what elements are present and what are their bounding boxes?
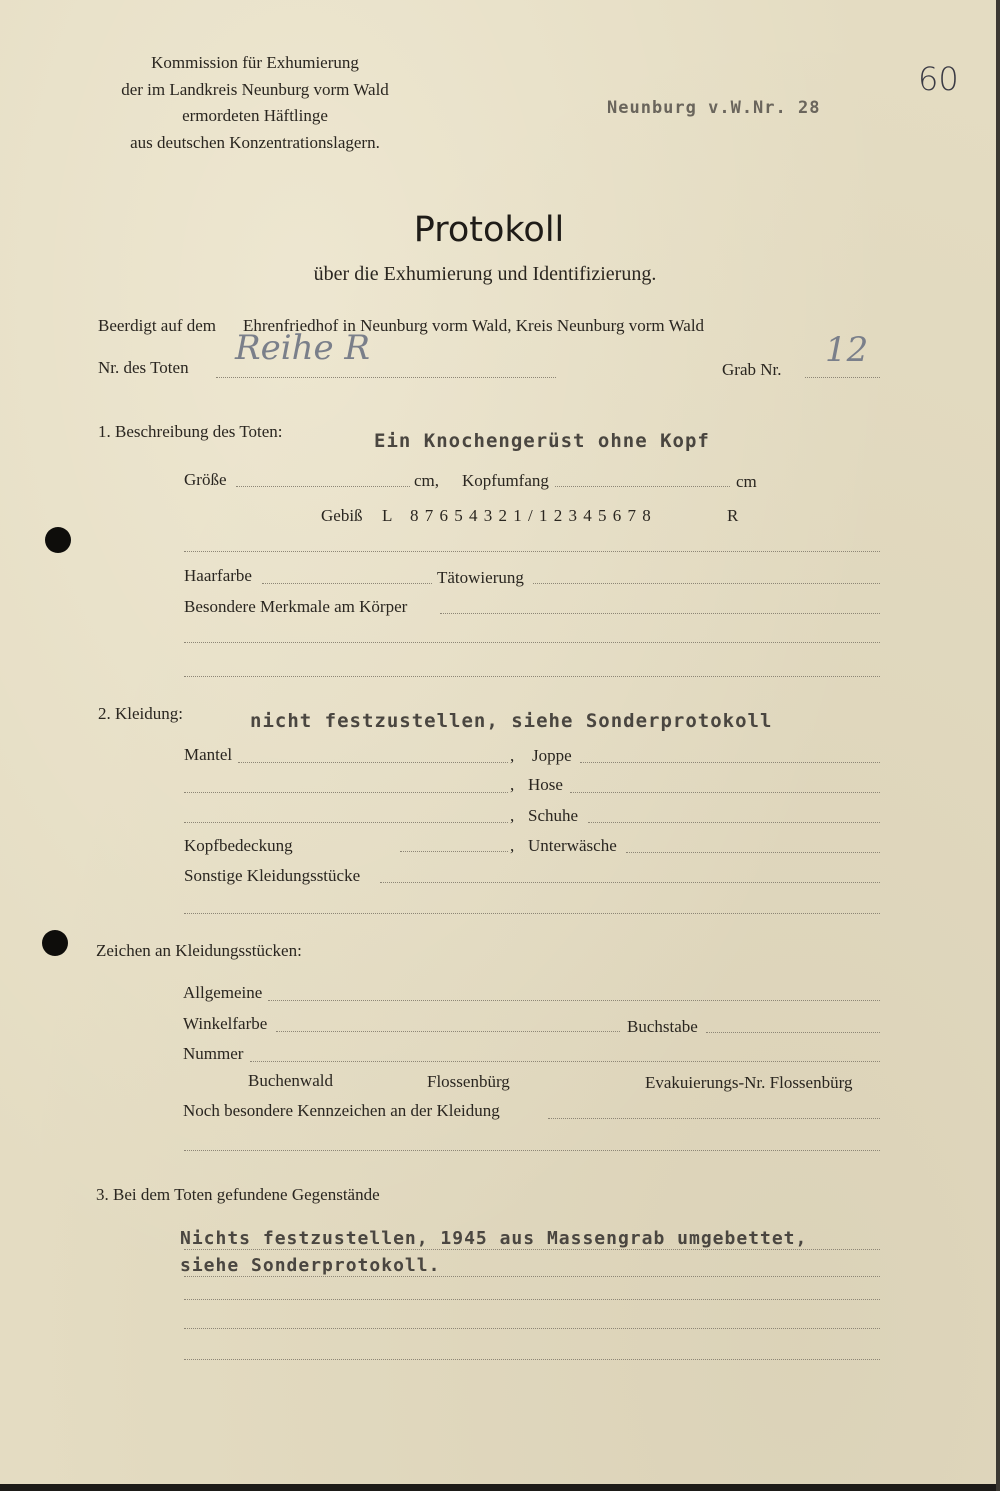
section3-line-4 [184, 1328, 880, 1329]
cm-label-1: cm, [414, 471, 440, 490]
gebiss-extra-line [184, 551, 880, 552]
allgemeine-line [268, 1000, 880, 1001]
hose-line [570, 792, 880, 793]
commission-header [70, 50, 440, 156]
gebiss-label: Gebiß [321, 506, 363, 525]
section3-line-2 [184, 1276, 880, 1277]
merkmale-line [440, 613, 880, 614]
noch-line [548, 1118, 880, 1119]
kopfumfang-label: Kopfumfang [462, 471, 549, 490]
buchstabe-label: Buchstabe [627, 1017, 698, 1036]
taetowierung-line [533, 583, 880, 584]
nr-des-toten-line [216, 377, 556, 378]
page-number: 60 [918, 60, 959, 98]
mantel-line [238, 762, 508, 763]
noch-extra-line [184, 1150, 880, 1151]
winkelfarbe-label: Winkelfarbe [183, 1014, 268, 1033]
section3-line-1 [184, 1249, 880, 1250]
allgemeine-label: Allgemeine [183, 983, 263, 1002]
document-title: Protokoll [413, 210, 565, 250]
gebiss-right: R [727, 506, 739, 525]
section1-heading: 1. Beschreibung des Toten: [98, 422, 283, 441]
grab-nr-label: Grab Nr. [722, 360, 782, 379]
unterwaesche-line [626, 852, 880, 853]
commission-line-1: Kommission für Exhumierung [151, 53, 359, 72]
merkmale-extra-line-2 [184, 676, 880, 677]
commission-line-2: der im Landkreis Neunburg vorm Wald [121, 79, 389, 99]
sonstige-line [380, 882, 880, 883]
section3-line-3 [184, 1299, 880, 1300]
nummer-line [250, 1061, 880, 1062]
section3-heading: 3. Bei dem Toten gefundene Gegenstände [96, 1185, 380, 1204]
unterwaesche-label: Unterwäsche [528, 836, 617, 855]
joppe-label: Joppe [532, 746, 572, 765]
section2-typed: nicht festzustellen, siehe Sonderprotokoll [250, 710, 773, 732]
nummer-label: Nummer [183, 1044, 244, 1063]
kopfbedeckung-line [400, 851, 508, 852]
merkmale-extra-line-1 [184, 642, 880, 643]
zeichen-heading: Zeichen an Kleidungsstücken: [96, 941, 302, 960]
hose-label: Hose [528, 775, 563, 794]
document-subtitle: über die Exhumierung und Identifizierung. [313, 263, 657, 285]
section2-heading: 2. Kleidung: [98, 704, 183, 723]
mantel-extra-line [184, 792, 508, 793]
section3-line-5 [184, 1359, 880, 1360]
burial-prefix: Beerdigt auf dem [98, 316, 217, 335]
commission-line-3: ermordeten Häftlinge [182, 106, 328, 125]
kopfumfang-line [555, 486, 730, 487]
section1-typed: Ein Knochengerüst ohne Kopf [374, 430, 710, 452]
joppe-line [580, 762, 880, 763]
haarfarbe-label: Haarfarbe [184, 566, 252, 585]
buchstabe-line [706, 1032, 880, 1033]
joppe-comma: , [510, 746, 515, 765]
gebiss-teeth: 8 7 6 5 4 3 2 1 / 1 2 3 4 5 6 7 8 [410, 506, 652, 525]
grab-nr-value: 12 [825, 330, 869, 370]
nr-des-toten-value: Reihe R [235, 328, 371, 368]
punch-hole-top [45, 527, 71, 553]
punch-hole-bottom [42, 930, 68, 956]
scan-edge-right [996, 0, 1000, 1491]
schuhe-label: Schuhe [528, 806, 579, 825]
mantel-label: Mantel [184, 745, 233, 764]
evakuierung-label: Evakuierungs-Nr. Flossenbürg [645, 1073, 853, 1092]
section3-typed-line-1: Nichts festzustellen, 1945 aus Massengrab umgebettet, [180, 1228, 808, 1249]
haarfarbe-line [262, 583, 432, 584]
grab-nr-line [805, 377, 880, 378]
schuhe-left-line [184, 822, 508, 823]
hose-comma: , [510, 775, 515, 794]
merkmale-label: Besondere Merkmale am Körper [184, 597, 408, 616]
kopfbedeckung-label: Kopfbedeckung [184, 836, 293, 855]
sonstige-label: Sonstige Kleidungsstücke [184, 866, 361, 885]
section3-typed-line-2: siehe Sonderprotokoll. [180, 1255, 441, 1276]
winkelfarbe-line [276, 1031, 620, 1032]
reference-number: Neunburg v.W.Nr. 28 [607, 98, 821, 118]
scan-edge-bottom [0, 1484, 1000, 1491]
schuhe-comma: , [510, 806, 515, 825]
unterwaesche-comma: , [510, 836, 515, 855]
cm-label-2: cm [736, 472, 757, 491]
burial-place: Ehrenfriedhof in Neunburg vorm Wald, Kreis Neunburg vorm Wald [243, 316, 705, 335]
nr-des-toten-label: Nr. des Toten [98, 358, 189, 377]
buchenwald-label: Buchenwald [248, 1071, 333, 1090]
flossenbuerg-label: Flossenbürg [427, 1072, 510, 1091]
sonstige-extra-line [184, 913, 880, 914]
taetowierung-label: Tätowierung [437, 568, 524, 587]
gebiss-left: L [382, 506, 393, 525]
groesse-label: Größe [184, 470, 227, 489]
groesse-line [236, 486, 410, 487]
commission-line-4: aus deutschen Konzentrationslagern. [130, 132, 380, 152]
schuhe-line [588, 822, 880, 823]
noch-label: Noch besondere Kennzeichen an der Kleidung [183, 1101, 500, 1120]
